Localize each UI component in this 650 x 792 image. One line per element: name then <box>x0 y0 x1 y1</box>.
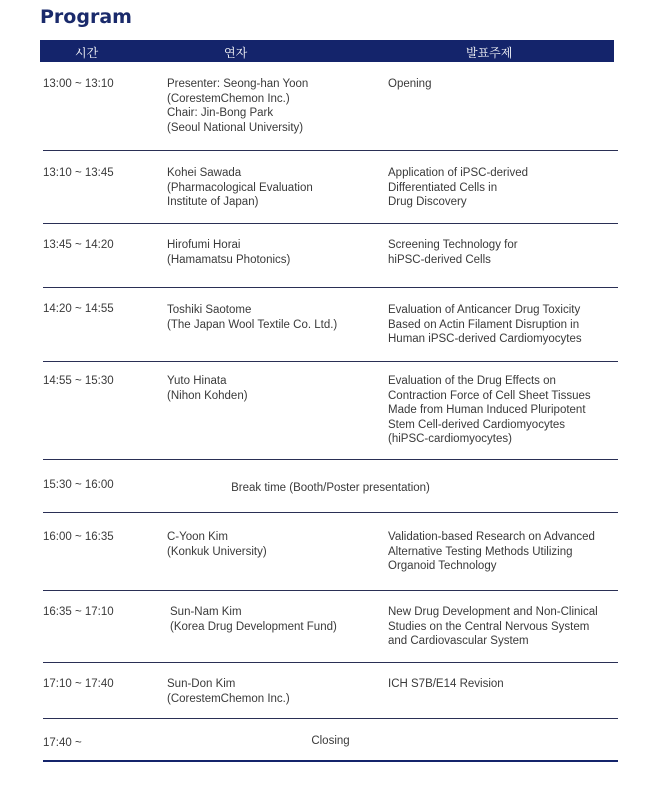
table-row <box>43 62 618 151</box>
row-speaker: Toshiki Saotome (The Japan Wool Textile Co. Ltd.) <box>167 304 338 331</box>
row-speaker: Yuto Hinata (Nihon Kohden) <box>167 375 248 402</box>
row-topic: Evaluation of Anticancer Drug Toxicity Based on Actin Filament Disruption in Human iPSC-derived Cardiomyocytes <box>388 304 582 346</box>
header-speaker: 연자 <box>224 46 248 60</box>
row-speaker: Sun-Nam Kim (Korea Drug Development Fund) <box>170 606 337 633</box>
closing-label: Closing <box>311 735 350 747</box>
row-topic: Application of iPSC-derived Differentiated Cells in Drug Discovery <box>388 167 528 209</box>
row-topic: Evaluation of the Drug Effects on Contraction Force of Cell Sheet Tissues Made from Human Induced Pluripotent Stem Cell-derived Cardiomyocytes (hiPSC-cardiomyocytes) <box>388 375 591 446</box>
table-row <box>43 362 618 460</box>
row-topic: Validation-based Research on Advanced Alternative Testing Methods Utilizing Organoid Technology <box>388 531 595 573</box>
row-speaker: Sun-Don Kim (CorestemChemon Inc.) <box>167 678 290 705</box>
header-time: 시간 <box>75 46 99 60</box>
row-time: 13:45 ~ 14:20 <box>43 239 114 251</box>
row-time: 17:10 ~ 17:40 <box>43 678 114 690</box>
table-row <box>43 288 618 362</box>
row-time: 13:10 ~ 13:45 <box>43 167 114 179</box>
header-topic: 발표주제 <box>466 46 513 60</box>
row-time: 16:00 ~ 16:35 <box>43 531 114 543</box>
table-row <box>43 151 618 224</box>
table-row <box>43 224 618 288</box>
row-topic: ICH S7B/E14 Revision <box>388 678 504 690</box>
row-speaker: Presenter: Seong-han Yoon (CorestemChemon Inc.) Chair: Jin-Bong Park (Seoul National University) <box>167 78 309 134</box>
table-row <box>43 460 618 513</box>
row-topic: Opening <box>388 78 432 90</box>
row-time: 14:20 ~ 14:55 <box>43 303 114 315</box>
break-label: Break time (Booth/Poster presentation) <box>231 482 430 494</box>
table-header <box>40 40 614 62</box>
row-time: 17:40 ~ <box>43 737 82 749</box>
table-row <box>43 591 618 663</box>
table-row <box>43 719 618 762</box>
row-speaker: C-Yoon Kim (Konkuk University) <box>167 531 267 558</box>
row-time: 15:30 ~ 16:00 <box>43 479 114 491</box>
page-title: Program <box>40 6 132 28</box>
table-row <box>43 513 618 591</box>
row-topic: New Drug Development and Non-Clinical Studies on the Central Nervous System and Cardiovascular System <box>388 606 598 648</box>
row-speaker: Hirofumi Horai (Hamamatsu Photonics) <box>167 239 291 266</box>
row-time: 13:00 ~ 13:10 <box>43 78 114 90</box>
row-speaker: Kohei Sawada (Pharmacological Evaluation Institute of Japan) <box>167 167 313 209</box>
table-row <box>43 663 618 719</box>
row-topic: Screening Technology for hiPSC-derived Cells <box>388 239 518 266</box>
row-time: 14:55 ~ 15:30 <box>43 375 114 387</box>
row-time: 16:35 ~ 17:10 <box>43 606 114 618</box>
